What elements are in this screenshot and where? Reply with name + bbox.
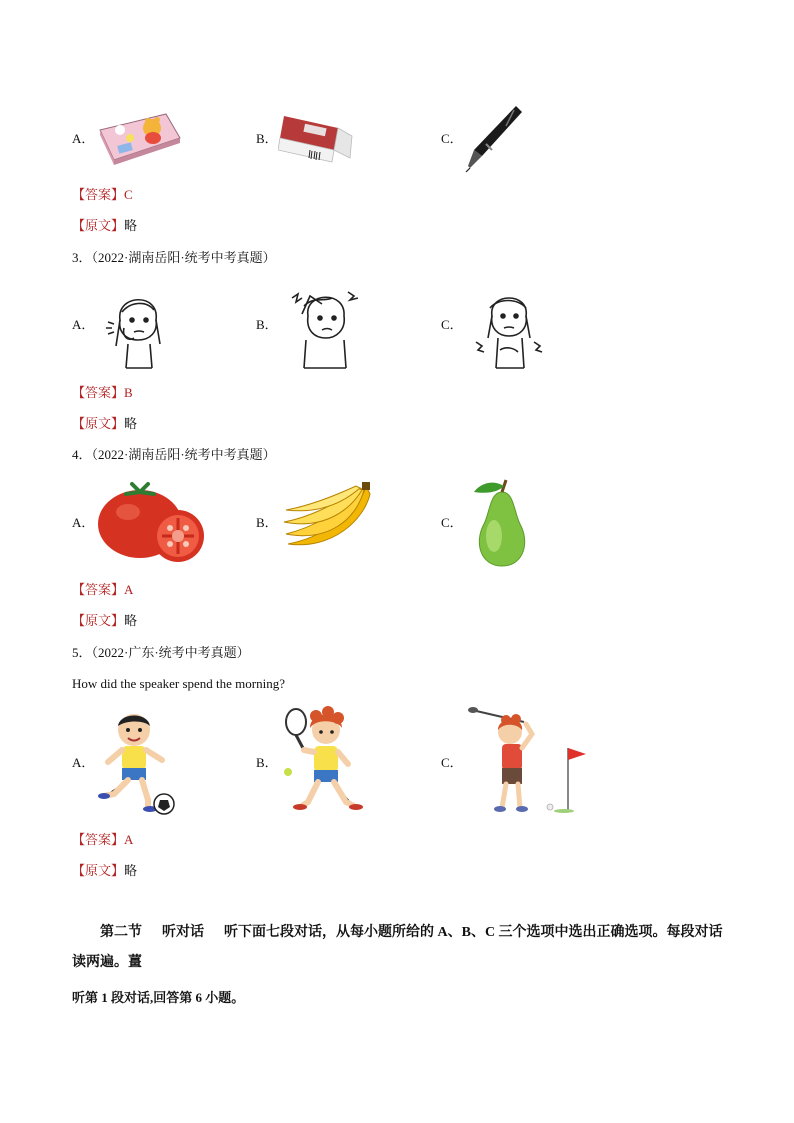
- source-value: 略: [124, 863, 138, 878]
- source-value: 略: [124, 416, 138, 431]
- answer-tag: 【答案】: [72, 187, 125, 202]
- q2-option-b-label: B．: [256, 131, 278, 146]
- sub-instruction: 听第 1 段对话,回答第 6 小题。: [72, 990, 245, 1005]
- girl-stomachache-icon: [472, 286, 548, 370]
- q2-option-c-label: C．: [441, 131, 463, 146]
- q5-option-b-label: B．: [256, 755, 278, 770]
- q3-header: 3．（2022·湖南岳阳·统考中考真题）: [72, 250, 276, 265]
- q4-source: [72, 613, 137, 629]
- q5-source: [72, 863, 137, 879]
- source-tag: 【原文】: [72, 613, 125, 628]
- q3-option-a-label: A．: [72, 317, 95, 332]
- boy-golf-icon: [466, 704, 592, 816]
- answer-value: C: [124, 187, 133, 202]
- answer-tag: 【答案】: [72, 832, 125, 847]
- q5-question: How did the speaker spend the morning?: [72, 676, 286, 691]
- tomato-icon: [96, 478, 208, 564]
- q2-answer: [72, 187, 133, 203]
- section-title: 第二节: [100, 925, 142, 940]
- q4-answer: [72, 582, 133, 598]
- section-instruction-text: 听下面七段对话，从每小题所给的 A、B、C 三个选项中选出正确选项。每段对话读两遍。: [72, 925, 723, 970]
- q5-answer: [72, 832, 133, 848]
- source-tag: 【原文】: [72, 416, 125, 431]
- q2-option-a-label: A．: [72, 131, 95, 146]
- q5-header: 5．（2022·广东·统考中考真题）: [72, 645, 250, 660]
- q3-option-c-label: C．: [441, 317, 463, 332]
- q3-answer: [72, 385, 133, 401]
- pencil-case-icon: [96, 108, 182, 166]
- source-tag: 【原文】: [72, 218, 125, 233]
- section-subtitle: 听对话: [162, 925, 204, 940]
- section-instruction: [72, 918, 727, 978]
- answer-tag: 【答案】: [72, 582, 125, 597]
- answer-tag: 【答案】: [72, 385, 125, 400]
- pear-icon: [464, 476, 540, 570]
- eraser-icon: [278, 110, 356, 166]
- boy-football-icon: [96, 710, 178, 816]
- answer-value: A: [124, 582, 134, 597]
- q4-option-c-label: C．: [441, 515, 463, 530]
- source-value: 略: [124, 218, 138, 233]
- boy-tennis-icon: [280, 706, 364, 816]
- q3-source: [72, 416, 137, 432]
- source-value: 略: [124, 613, 138, 628]
- q5-option-c-label: C．: [441, 755, 463, 770]
- q4-option-a-label: A．: [72, 515, 95, 530]
- q4-option-b-label: B．: [256, 515, 278, 530]
- girl-toothache-icon: [102, 286, 178, 370]
- q2-source: [72, 218, 137, 234]
- fountain-pen-icon: [460, 102, 526, 174]
- girl-headache-icon: [288, 284, 368, 370]
- q3-option-b-label: B．: [256, 317, 278, 332]
- answer-value: B: [124, 385, 133, 400]
- answer-value: A: [124, 832, 134, 847]
- banana-icon: [280, 480, 376, 564]
- q4-header: 4．（2022·湖南岳阳·统考中考真题）: [72, 447, 276, 462]
- q5-option-a-label: A．: [72, 755, 95, 770]
- source-tag: 【原文】: [72, 863, 125, 878]
- section-mark: 薑: [128, 955, 142, 970]
